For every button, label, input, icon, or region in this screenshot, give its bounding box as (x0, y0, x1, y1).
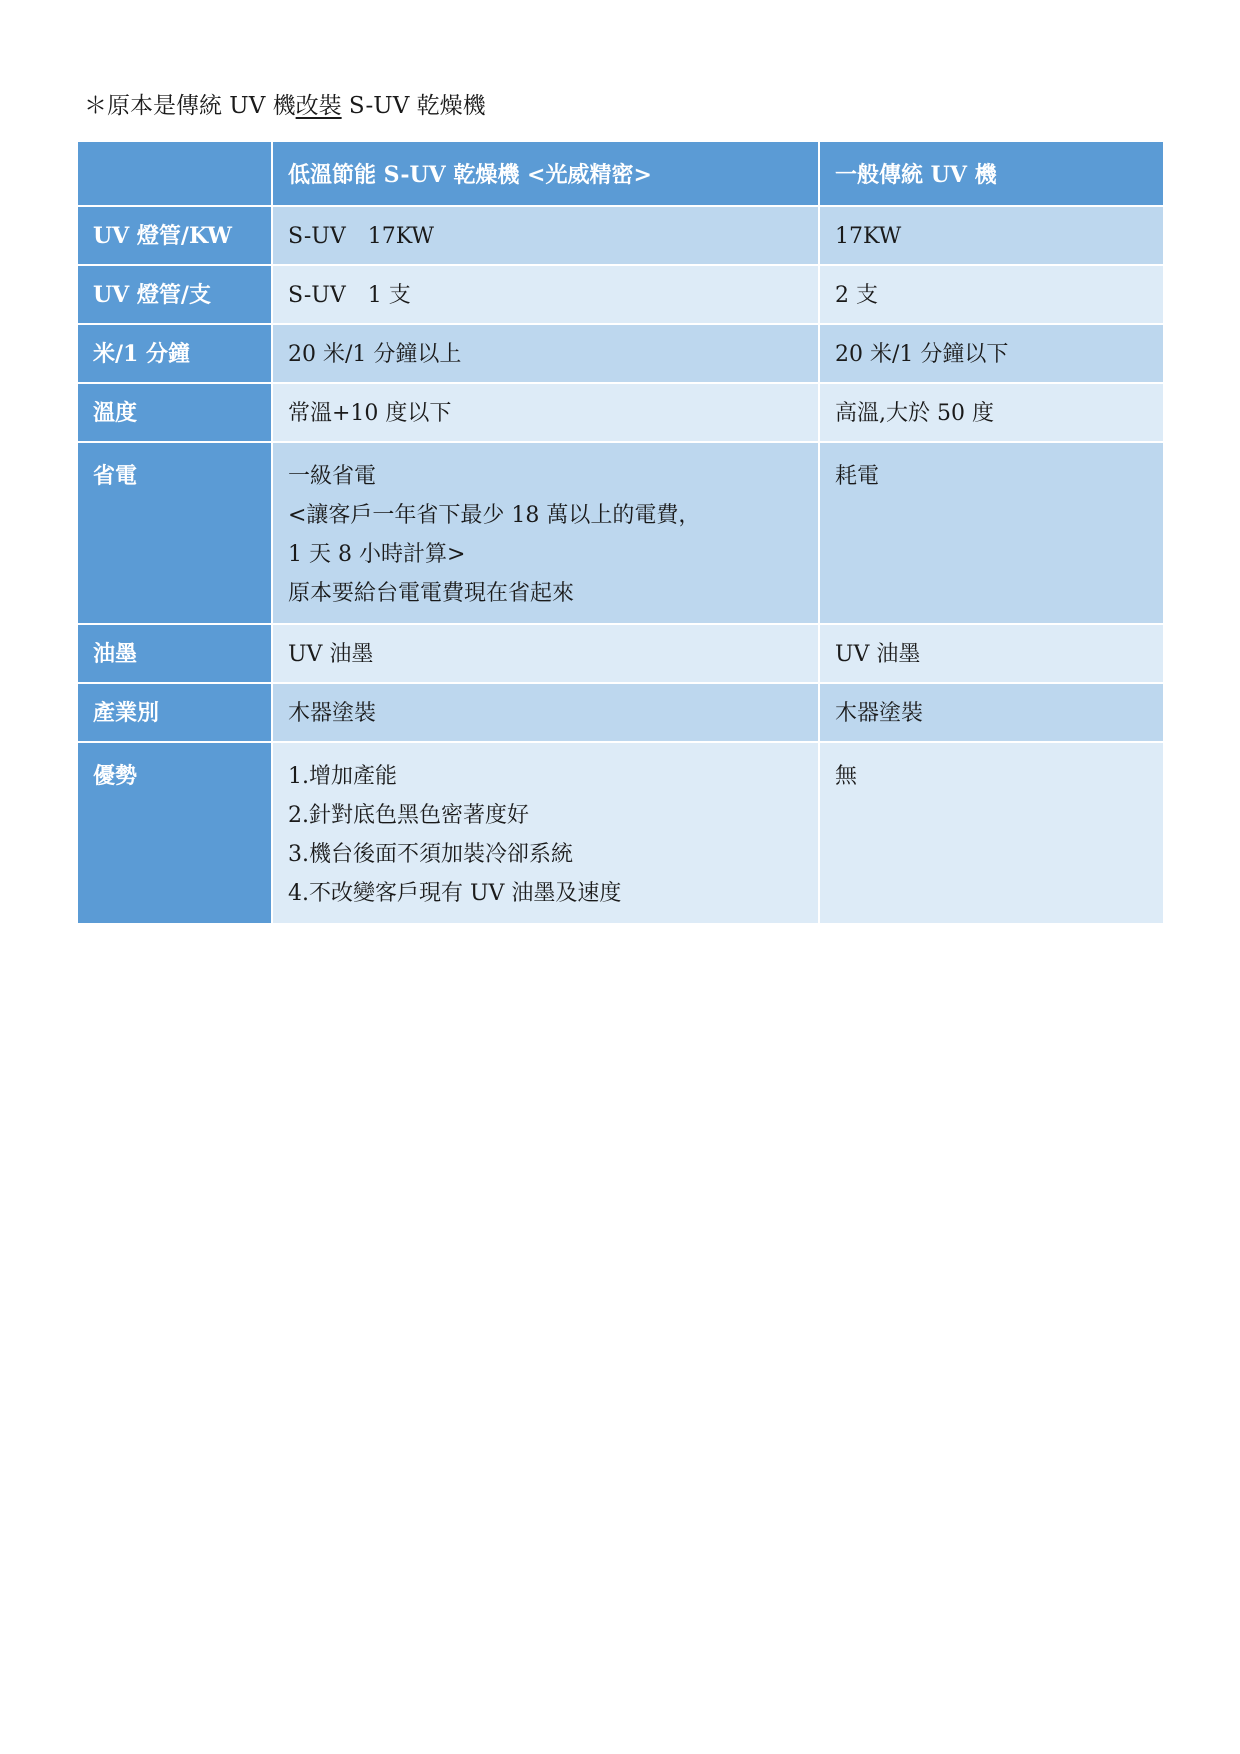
traditional-cell (819, 442, 1164, 624)
traditional-cell-line: 耗電 (835, 464, 880, 489)
suv-cell-line: 20 米/1 分鐘以上 (288, 342, 462, 367)
traditional-cell (819, 624, 1164, 683)
traditional-cell-line: 高溫,大於 50 度 (835, 401, 994, 426)
suv-cell (272, 742, 819, 924)
traditional-cell (819, 683, 1164, 742)
page-heading (84, 88, 486, 124)
header-cell-suv-dryer: 低溫節能 S-UV 乾燥機 <光威精密> (272, 141, 819, 206)
row-label: 省電 (77, 442, 272, 624)
suv-cell (272, 324, 819, 383)
suv-cell (272, 383, 819, 442)
row-label: 溫度 (77, 383, 272, 442)
table-row-uv-lamp-count (77, 265, 1164, 324)
table-row-uv-lamp-kw (77, 206, 1164, 265)
suv-cell-line: 木器塗裝 (288, 701, 377, 726)
row-label: 油墨 (77, 624, 272, 683)
suv-cell-line: UV 油墨 (288, 642, 374, 667)
heading-text-part2: S-UV 乾燥機 (341, 93, 486, 119)
suv-cell-line: <讓客戶一年省下最少 18 萬以上的電費， (288, 503, 701, 528)
row-label: UV 燈管/支 (77, 265, 272, 324)
traditional-cell-line: UV 油墨 (835, 642, 921, 667)
table-row-power-saving (77, 442, 1164, 624)
row-label: 優勢 (77, 742, 272, 924)
suv-cell-line: 3.機台後面不須加裝冷卻系統 (288, 842, 573, 867)
suv-cell-line: S-UV 17KW (288, 224, 434, 249)
suv-cell-line: 1.增加產能 (288, 764, 397, 789)
table-header (77, 141, 1164, 206)
suv-cell (272, 206, 819, 265)
header-cell-traditional-uv: 一般傳統 UV 機 (819, 141, 1164, 206)
traditional-cell-line: 2 支 (835, 283, 878, 308)
heading-text-part1: ＊原本是傳統 UV 機 (84, 93, 296, 119)
traditional-cell-line: 無 (835, 764, 858, 789)
row-label: 米/1 分鐘 (77, 324, 272, 383)
table-header-row (77, 141, 1164, 206)
traditional-cell (819, 742, 1164, 924)
table-row-ink (77, 624, 1164, 683)
table-body (77, 206, 1164, 924)
heading-underlined-text: 改裝 (295, 93, 342, 119)
traditional-cell (819, 265, 1164, 324)
traditional-cell-line: 20 米/1 分鐘以下 (835, 342, 1009, 367)
traditional-cell-line: 17KW (835, 224, 902, 249)
table-row-industry (77, 683, 1164, 742)
table-row-speed (77, 324, 1164, 383)
traditional-cell (819, 206, 1164, 265)
header-cell-blank (77, 141, 272, 206)
suv-cell-line: 原本要給台電電費現在省起來 (288, 581, 575, 606)
traditional-cell (819, 324, 1164, 383)
table-row-advantages (77, 742, 1164, 924)
suv-cell-line: 1 天 8 小時計算> (288, 542, 466, 567)
suv-cell-line: 4.不改變客戶現有 UV 油墨及速度 (288, 881, 622, 906)
suv-cell-line: 常溫+10 度以下 (288, 401, 452, 426)
comparison-table (76, 140, 1165, 925)
suv-cell (272, 624, 819, 683)
suv-cell (272, 442, 819, 624)
suv-cell (272, 265, 819, 324)
suv-cell-line: 一級省電 (288, 464, 377, 489)
traditional-cell (819, 383, 1164, 442)
suv-cell-line: 2.針對底色黑色密著度好 (288, 803, 529, 828)
row-label: 產業別 (77, 683, 272, 742)
suv-cell (272, 683, 819, 742)
traditional-cell-line: 木器塗裝 (835, 701, 924, 726)
table-row-temperature (77, 383, 1164, 442)
row-label: UV 燈管/KW (77, 206, 272, 265)
suv-cell-line: S-UV 1 支 (288, 283, 411, 308)
